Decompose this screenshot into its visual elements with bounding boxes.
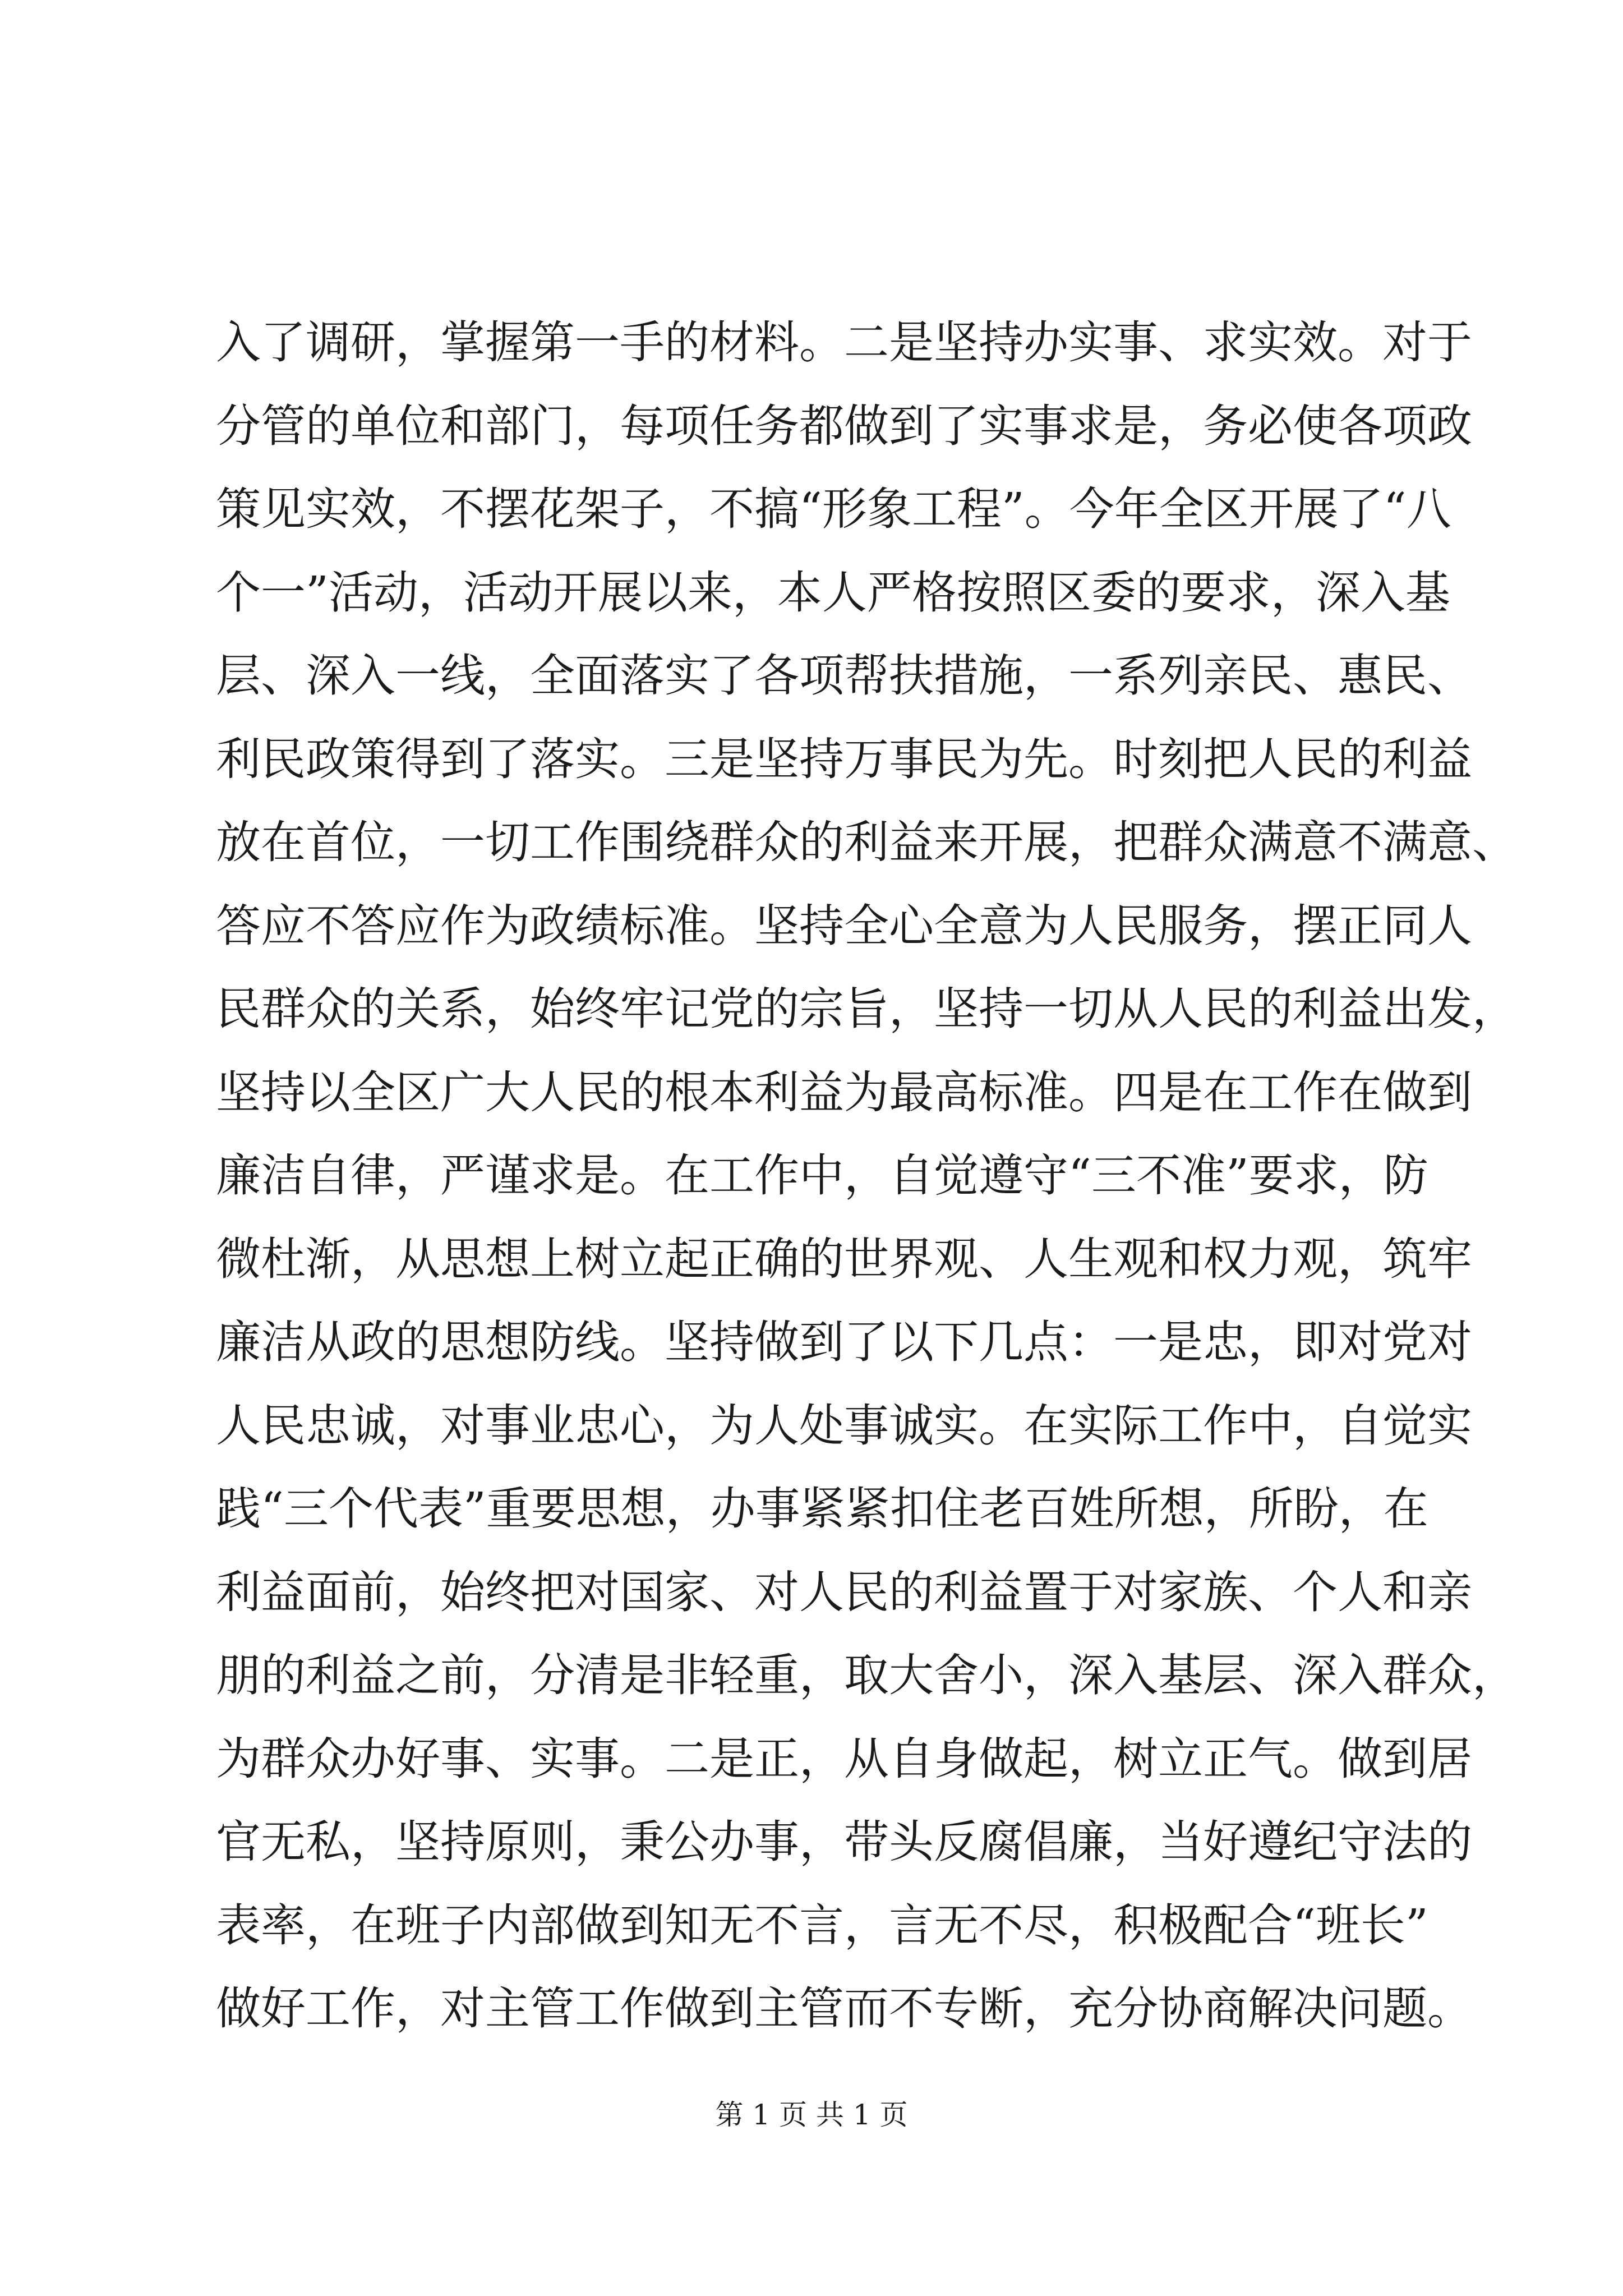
text-line: 朋的利益之前，分清是非轻重，取大舍小，深入基层、深入群众， xyxy=(216,1649,1517,1701)
text-line: 微杜渐，从思想上树立起正确的世界观、人生观和权力观，筑牢 xyxy=(216,1232,1472,1285)
text-line: 做好工作，对主管工作做到主管而不专断，充分协商解决问题。 xyxy=(216,1982,1472,2035)
text-line: 策见实效，不摆花架子，不搞“形象工程”。今年全区开展了“八 xyxy=(216,483,1451,535)
text-line: 人民忠诚，对事业忠心，为人处事诚实。在实际工作中，自觉实 xyxy=(216,1399,1472,1452)
page-number-label: 第 1 页 共 1 页 xyxy=(715,2099,908,2131)
text-line: 利益面前，始终把对国家、对人民的利益置于对家族、个人和亲 xyxy=(216,1566,1472,1618)
text-line: 答应不答应作为政绩标准。坚持全心全意为人民服务，摆正同人 xyxy=(216,899,1472,952)
text-line: 坚持以全区广大人民的根本利益为最高标准。四是在工作在做到 xyxy=(216,1066,1472,1119)
text-line: 入了调研，掌握第一手的材料。二是坚持办实事、求实效。对于 xyxy=(216,316,1472,369)
text-line: 廉洁从政的思想防线。坚持做到了以下几点：一是忠，即对党对 xyxy=(216,1316,1472,1368)
text-line: 民群众的关系，始终牢记党的宗旨，坚持一切从人民的利益出发， xyxy=(216,983,1517,1035)
text-line: 层、深入一线，全面落实了各项帮扶措施，一系列亲民、惠民、 xyxy=(216,650,1472,702)
text-line: 践“三个代表”重要思想，办事紧紧扣住老百姓所想，所盼，在 xyxy=(216,1483,1428,1535)
text-line: 放在首位，一切工作围绕群众的利益来开展，把群众满意不满意、 xyxy=(216,816,1517,868)
text-line: 个一”活动，活动开展以来，本人严格按照区委的要求，深入基 xyxy=(216,566,1450,619)
text-line: 廉洁自律，严谨求是。在工作中，自觉遵守“三不准”要求，防 xyxy=(216,1149,1428,1202)
text-line: 官无私，坚持原则，秉公办事，带头反腐倡廉，当好遵纪守法的 xyxy=(216,1816,1472,1868)
text-line: 分管的单位和部门，每项任务都做到了实事求是，务必使各项政 xyxy=(216,399,1472,452)
text-line: 为群众办好事、实事。二是正，从自身做起，树立正气。做到居 xyxy=(216,1732,1472,1785)
page-footer xyxy=(0,2095,1623,2134)
body-text xyxy=(216,301,1517,2051)
text-line: 利民政策得到了落实。三是坚持万事民为先。时刻把人民的利益 xyxy=(216,733,1472,785)
text-line: 表率，在班子内部做到知无不言，言无不尽，积极配合“班长” xyxy=(216,1899,1428,1952)
